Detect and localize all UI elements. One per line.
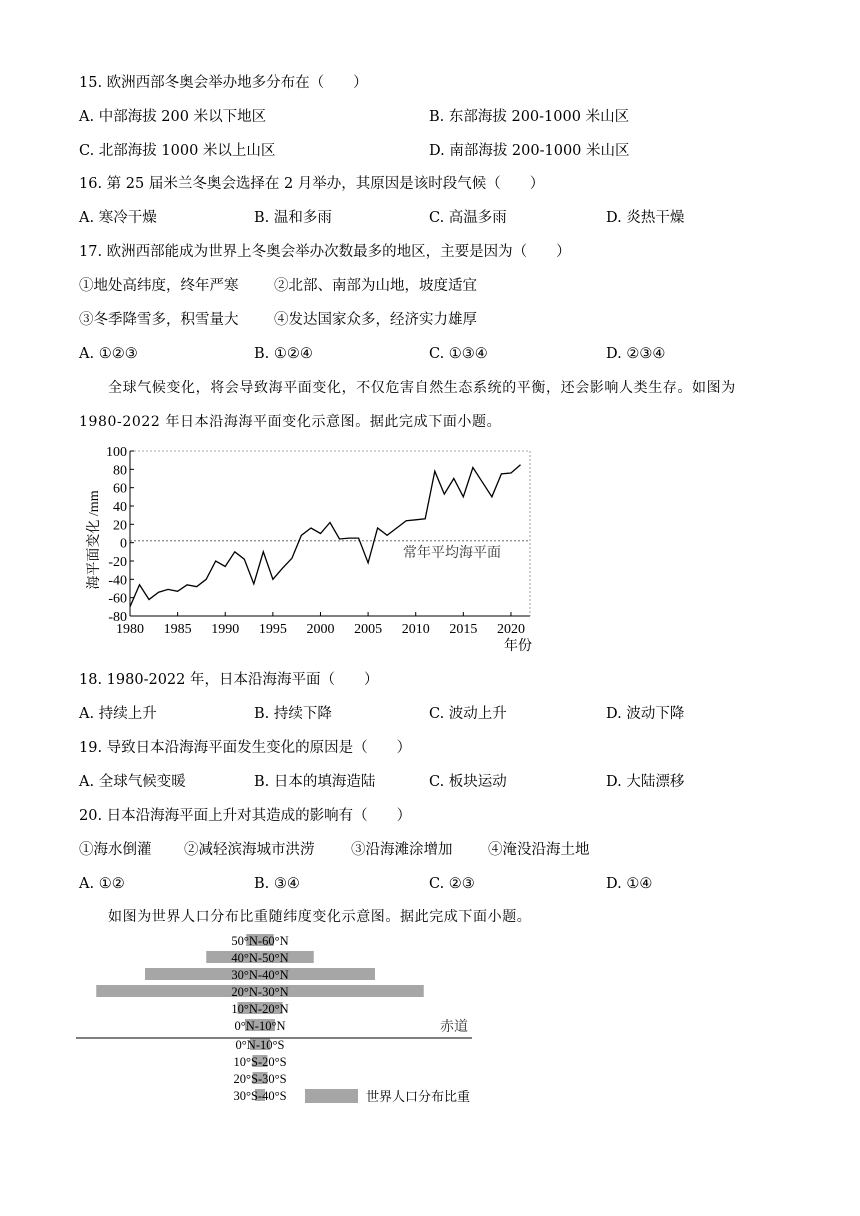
q18-option-d[interactable]: D. 波动下降 <box>606 706 685 722</box>
latitude-band-label: 30°N-40°N <box>231 968 289 982</box>
q20-option-a[interactable]: A. ①② <box>79 876 125 892</box>
q16-stem: 16. 第 25 届米兰冬奥会选择在 2 月举办，其原因是该时段气候（ ） <box>79 176 545 192</box>
latitude-band-label: 30°S-40°S <box>233 1089 287 1103</box>
q18-option-a[interactable]: A. 持续上升 <box>79 706 157 722</box>
y-tick-label: -80 <box>108 610 127 625</box>
q17-option-a[interactable]: A. ①②③ <box>79 346 138 362</box>
q19-option-a[interactable]: A. 全球气候变暖 <box>79 774 186 790</box>
y-tick-label: 100 <box>106 445 127 460</box>
y-tick-label: 0 <box>120 536 127 552</box>
q17-item-2: ②北部、南部为山地，坡度适宜 <box>274 278 477 294</box>
q19-option-c[interactable]: C. 板块运动 <box>429 774 507 790</box>
y-tick-label: 40 <box>113 500 127 515</box>
q20-option-d[interactable]: D. ①④ <box>606 876 653 892</box>
x-tick-label: 2015 <box>449 622 478 637</box>
sea-level-series-line <box>130 465 521 607</box>
q15-option-d[interactable]: D. 南部海拔 200-1000 米山区 <box>429 143 630 159</box>
latitude-band-label: 40°N-50°N <box>231 951 289 965</box>
q17-option-c[interactable]: C. ①③④ <box>429 346 488 362</box>
q17-item-1: ①地处高纬度，终年严寒 <box>79 278 239 294</box>
y-tick-label: 60 <box>113 481 127 497</box>
q17-option-b[interactable]: B. ①②④ <box>254 346 313 362</box>
x-tick-label: 2000 <box>306 622 335 637</box>
q17-stem: 17. 欧洲西部能成为世界上冬奥会举办次数最多的地区，主要是因为（ ） <box>79 244 571 260</box>
legend-label: 世界人口分布比重 <box>366 1089 471 1104</box>
x-tick-label: 2020 <box>496 622 525 637</box>
q15-option-a[interactable]: A. 中部海拔 200 米以下地区 <box>79 109 267 125</box>
q20-item-1: ①海水倒灌 <box>79 842 152 858</box>
q16-option-c[interactable]: C. 高温多雨 <box>429 210 507 226</box>
q18-option-c[interactable]: C. 波动上升 <box>429 706 507 722</box>
latitude-band-label: 0°N-10°S <box>235 1038 285 1052</box>
y-tick-label: -40 <box>108 573 127 589</box>
q20-item-2: ②减轻滨海城市洪涝 <box>184 842 315 858</box>
x-axis-label: 年份 <box>504 639 532 654</box>
latitude-band-label: 10°N-20°N <box>231 1002 289 1016</box>
x-tick-label: 2010 <box>401 622 430 637</box>
y-tick-label: 20 <box>113 518 127 534</box>
y-tick-label: -20 <box>108 555 127 570</box>
latitude-band-label: 50°N-60°N <box>231 934 289 948</box>
population-latitude-chart <box>76 934 486 1114</box>
y-tick-label: -60 <box>108 591 127 607</box>
passage1-line1: 全球气候变化，将会导致海平面变化，不仅危害自然生态系统的平衡，还会影响人类生存。如图为 <box>108 380 736 396</box>
latitude-band-label: 20°S-30°S <box>233 1072 287 1086</box>
q20-stem: 20. 日本沿海海平面上升对其造成的影响有（ ） <box>79 808 412 824</box>
y-tick-label: 80 <box>113 463 127 479</box>
x-tick-label: 1990 <box>211 622 240 637</box>
q18-stem: 18. 1980-2022 年，日本沿海海平面（ ） <box>79 672 379 688</box>
q20-option-c[interactable]: C. ②③ <box>429 876 475 892</box>
reference-line-label: 常年平均海平面 <box>403 546 501 561</box>
q19-option-b[interactable]: B. 日本的填海造陆 <box>254 774 376 790</box>
q20-item-3: ③沿海滩涂增加 <box>351 842 453 858</box>
equator-label: 赤道 <box>440 1020 468 1035</box>
y-axis-label: 海平面变化 /mm <box>87 490 102 590</box>
q17-item-3: ③冬季降雪多，积雪量大 <box>79 312 239 328</box>
q15-option-b[interactable]: B. 东部海拔 200-1000 米山区 <box>429 109 630 125</box>
x-tick-label: 2005 <box>354 622 383 637</box>
legend-swatch <box>305 1089 358 1103</box>
passage2-line1: 如图为世界人口分布比重随纬度变化示意图。据此完成下面小题。 <box>108 909 532 925</box>
q20-item-4: ④淹没沿海土地 <box>488 842 590 858</box>
q16-option-d[interactable]: D. 炎热干燥 <box>606 210 685 226</box>
latitude-band-label: 10°S-20°S <box>233 1055 287 1069</box>
q17-option-d[interactable]: D. ②③④ <box>606 346 666 362</box>
latitude-band-label: 20°N-30°N <box>231 985 289 999</box>
sea-level-chart <box>78 440 548 660</box>
q17-item-4: ④发达国家众多，经济实力雄厚 <box>274 312 477 328</box>
q16-option-a[interactable]: A. 寒冷干燥 <box>79 210 157 226</box>
q20-option-b[interactable]: B. ③④ <box>254 876 300 892</box>
q19-option-d[interactable]: D. 大陆漂移 <box>606 774 685 790</box>
x-tick-label: 1995 <box>258 622 287 637</box>
q18-option-b[interactable]: B. 持续下降 <box>254 706 332 722</box>
latitude-band-label: 0°N-10°N <box>234 1019 286 1033</box>
x-tick-label: 1980 <box>116 622 144 637</box>
q16-option-b[interactable]: B. 温和多雨 <box>254 210 332 226</box>
passage1-line2: 1980-2022 年日本沿海海平面变化示意图。据此完成下面小题。 <box>79 414 502 430</box>
q19-stem: 19. 导致日本沿海海平面发生变化的原因是（ ） <box>79 740 412 756</box>
x-tick-label: 1985 <box>163 622 192 637</box>
q15-stem: 15. 欧洲西部冬奥会举办地多分布在（ ） <box>79 75 368 91</box>
q15-option-c[interactable]: C. 北部海拔 1000 米以上山区 <box>79 143 276 159</box>
